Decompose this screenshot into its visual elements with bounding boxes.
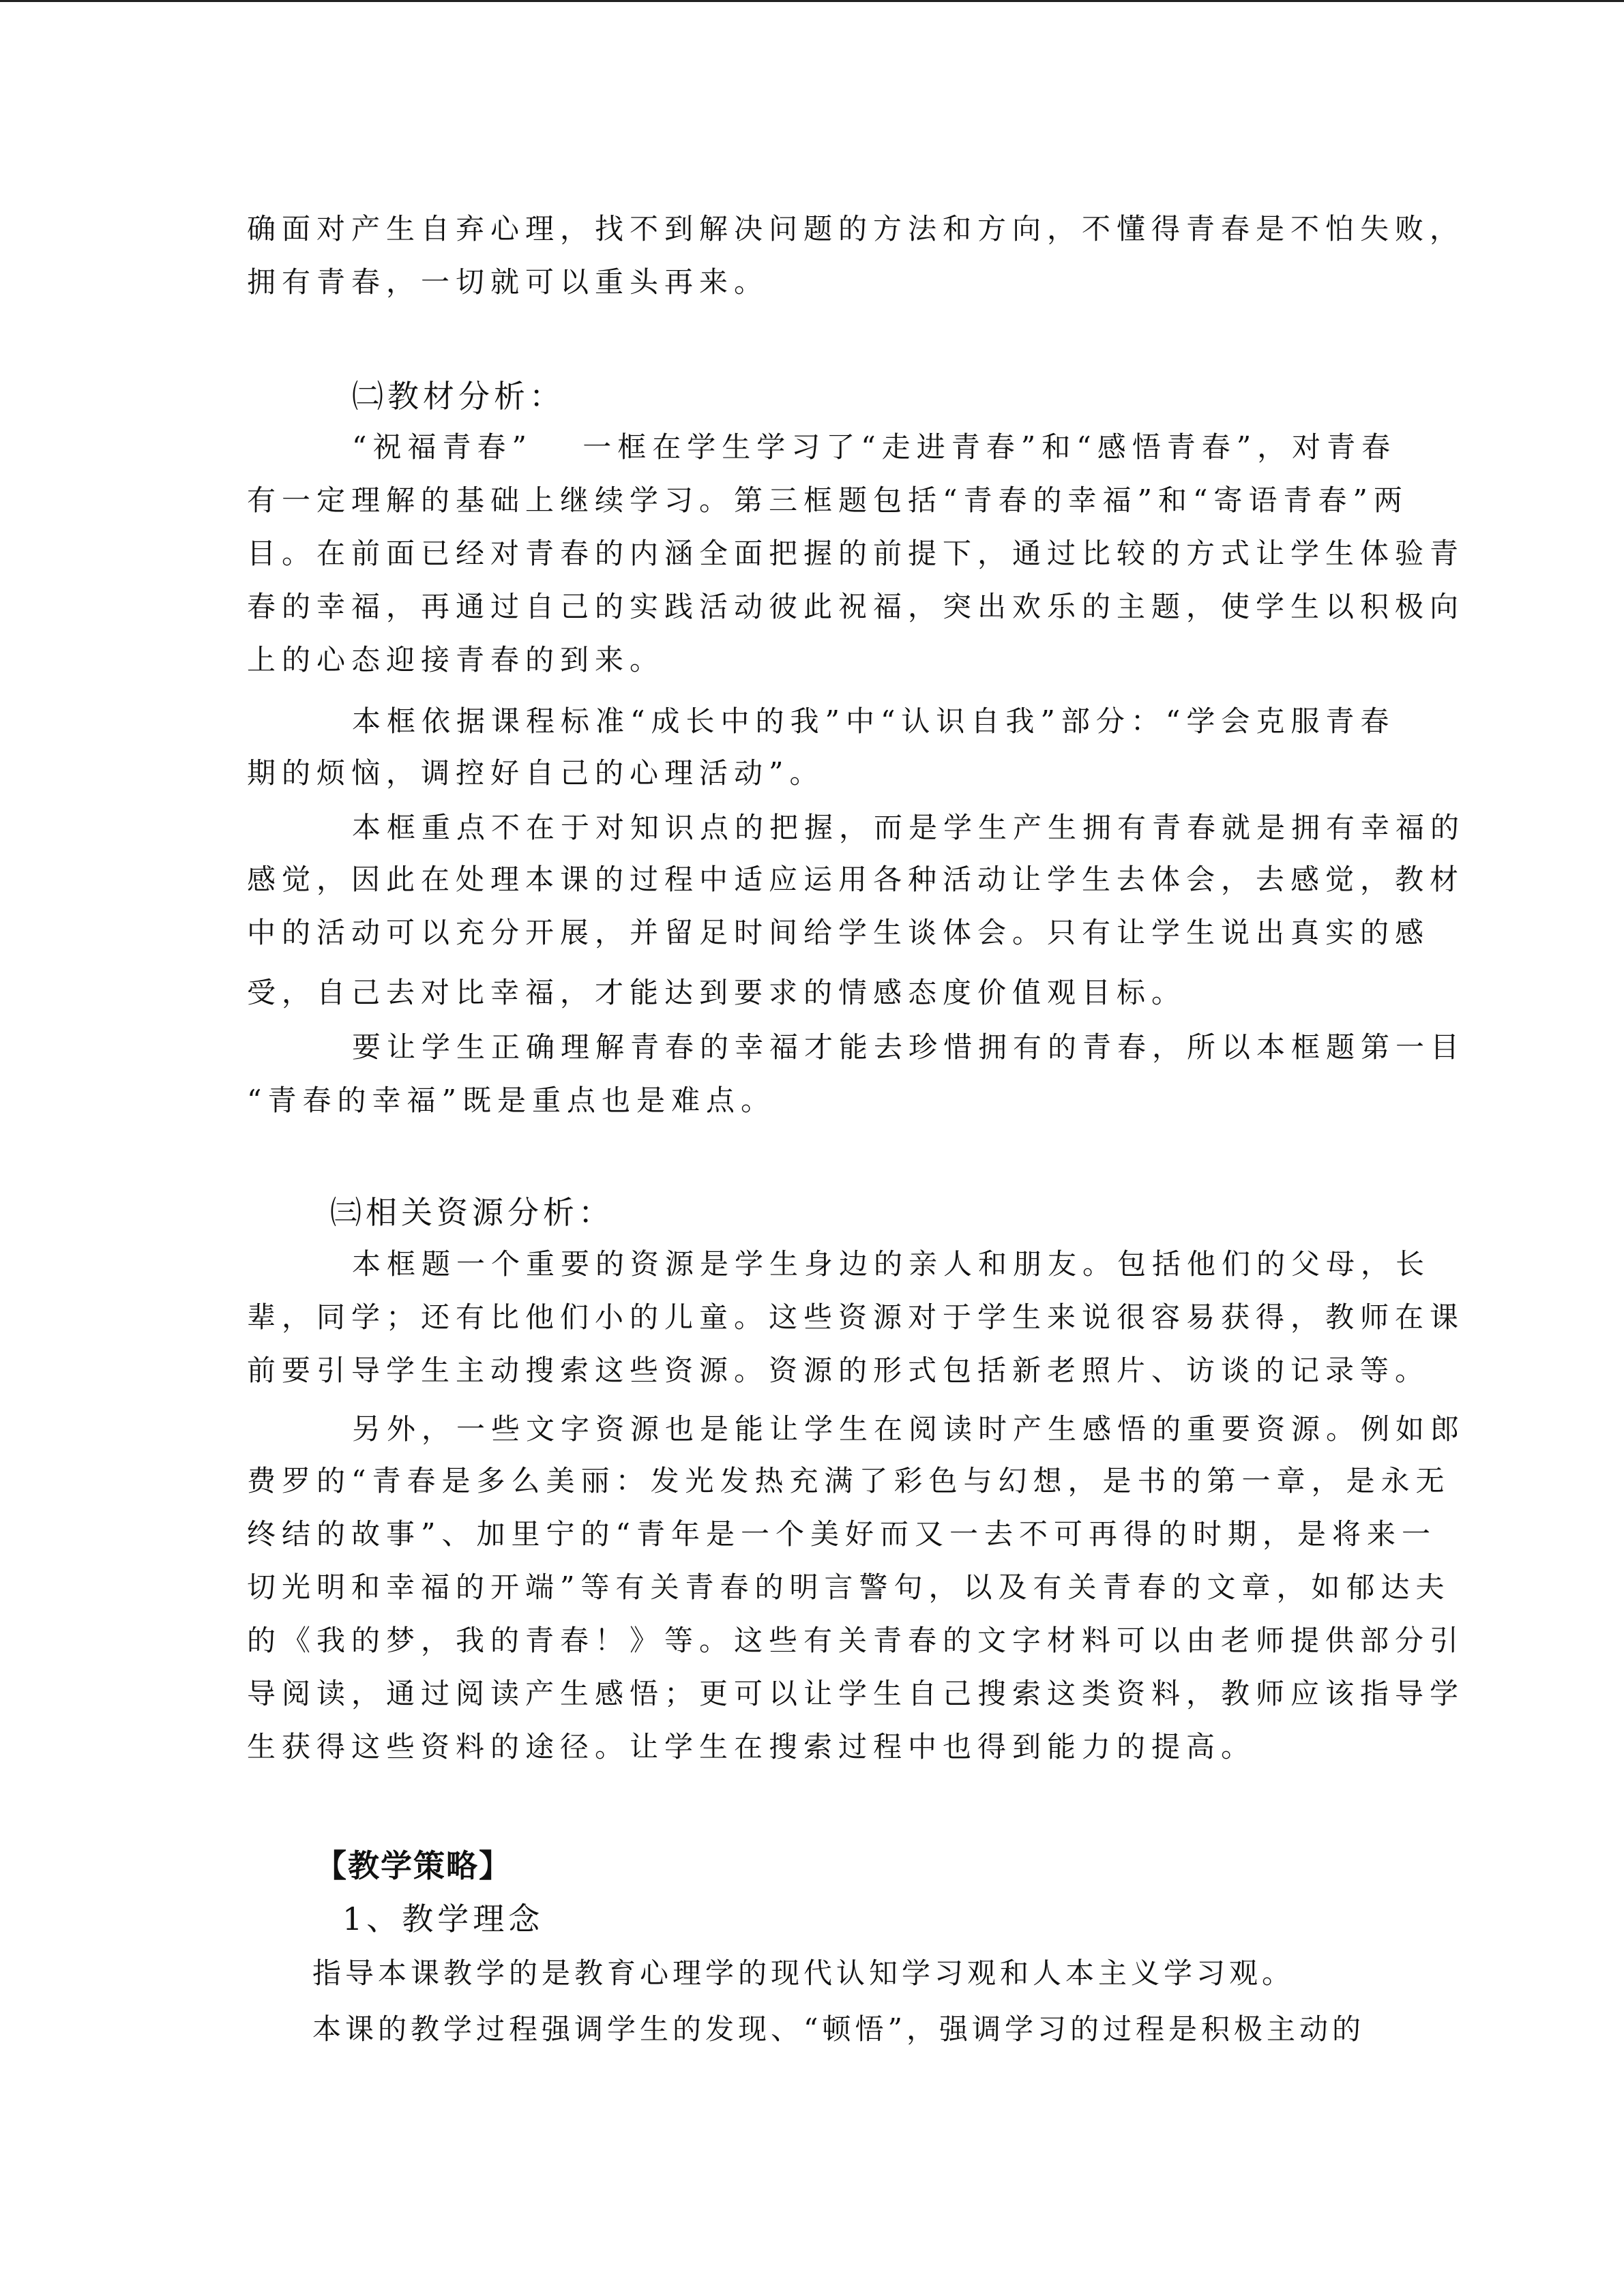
section-heading-textbook-analysis: ㈡教材分析：	[352, 378, 565, 415]
section-heading-teaching-strategy: 【教学策略】	[315, 1847, 512, 1884]
paragraph-line: 费罗的“青春是多么美丽：发光发热充满了彩色与幻想，是书的第一章，是永无	[247, 1464, 1451, 1497]
paragraph-line: 上的心态迎接青春的到来。	[247, 643, 665, 676]
paragraph-line: 目。在前面已经对青春的内涵全面把握的前提下，通过比较的方式让学生体验青	[247, 537, 1465, 570]
paragraph-line: 要让学生正确理解青春的幸福才能去珍惜拥有的青春，所以本框题第一目	[352, 1030, 1466, 1064]
paragraph-line: 中的活动可以充分开展，并留足时间给学生谈体会。只有让学生说出真实的感	[247, 916, 1430, 949]
paragraph-line: 另外，一些文字资源也是能让学生在阅读时产生感悟的重要资源。例如郎	[352, 1412, 1466, 1446]
section-heading-resource-analysis: ㈢相关资源分析：	[330, 1194, 614, 1231]
intro-line: 拥有青春，一切就可以重头再来。	[247, 265, 769, 299]
paragraph-line: 本框依据课程标准“成长中的我”中“认识自我”部分：“学会克服青春	[352, 704, 1396, 738]
paragraph-line: 指导本课教学的是教育心理学的现代认知学习观和人本主义学习观。	[312, 1956, 1295, 1990]
paragraph-line: 终结的故事”、加里宁的“青年是一个美好而又一去不可再得的时期，是将来一	[247, 1517, 1436, 1551]
paragraph-line: 感觉，因此在处理本课的过程中适应运用各种活动让学生去体会，去感觉，教材	[247, 863, 1465, 896]
paragraph-line: “青春的幸福”既是重点也是难点。	[247, 1084, 776, 1117]
paragraph-line: 本框题一个重要的资源是学生身边的亲人和朋友。包括他们的父母，长	[352, 1247, 1431, 1281]
paragraph-line: 导阅读，通过阅读产生感悟；更可以让学生自己搜索这类资料，教师应该指导学	[247, 1677, 1465, 1710]
intro-line: 确面对产生自弃心理，找不到解决问题的方法和方向，不懂得青春是不怕失败，	[247, 212, 1465, 245]
paragraph-line: 本框重点不在于对知识点的把握，而是学生产生拥有青春就是拥有幸福的	[352, 811, 1466, 844]
paragraph-line: 期的烦恼，调控好自己的心理活动”。	[247, 756, 825, 790]
paragraph-line: 生获得这些资料的途径。让学生在搜索过程中也得到能力的提高。	[247, 1730, 1256, 1763]
paragraph-line: 的《我的梦，我的青春！》等。这些有关青春的文字材料可以由老师提供部分引	[247, 1624, 1465, 1657]
paragraph-line: 本课的教学过程强调学生的发现、“顿悟”，强调学习的过程是积极主动的	[312, 2012, 1365, 2046]
paragraph-line: 辈，同学；还有比他们小的儿童。这些资源对于学生来说很容易获得，教师在课	[247, 1300, 1465, 1334]
paragraph-line: 切光明和幸福的开端”等有关青春的明言警句，以及有关青春的文章，如郁达夫	[247, 1570, 1451, 1604]
subheading-teaching-philosophy: 1、教学理念	[342, 1900, 544, 1937]
paragraph-line: 受，自己去对比幸福，才能达到要求的情感态度价值观目标。	[247, 976, 1187, 1009]
paragraph-line: 前要引导学生主动搜索这些资源。资源的形式包括新老照片、访谈的记录等。	[247, 1354, 1430, 1387]
paragraph-line: “祝福青春” 一框在学生学习了“走进青春”和“感悟青春”，对青春	[352, 430, 1397, 464]
paragraph-line: 有一定理解的基础上继续学习。第三框题包括“青春的幸福”和“寄语青春”两	[247, 483, 1408, 517]
paragraph-line: 春的幸福，再通过自己的实践活动彼此祝福，突出欢乐的主题，使学生以积极向	[247, 590, 1465, 623]
